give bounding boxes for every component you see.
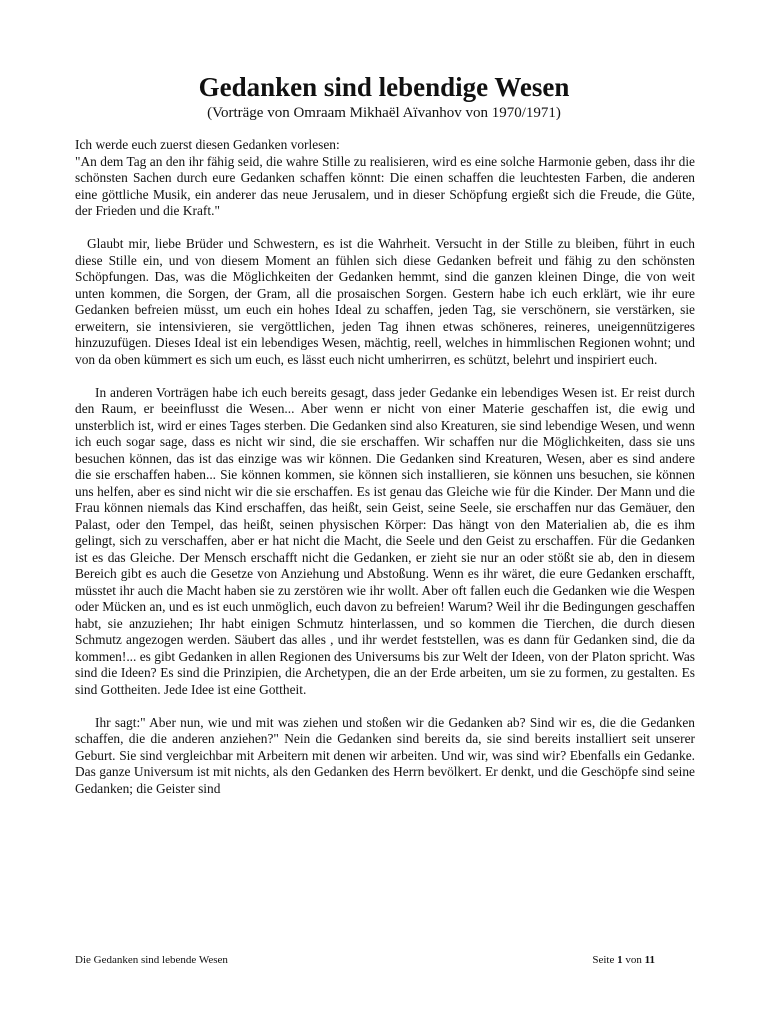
page-number: [592, 953, 655, 967]
paragraph-intro: Ich werde euch zuerst diesen Gedanken vorlesen: "An dem Tag an den ihr fähig seid, die wahre Stille zu realisieren, wird es eine solche Harmonie geben, dass ihr die schönsten Sachen durch eure Gedanken schaffen könnt: Die einen schaffen die leuchtesten Farben, die anderen eine göttliche Musik, ein anderer das neue Jerusalem, und in dieser Schöpfung ergießt sich die Freude, die Güte, der Frieden und die Kraft.": [75, 137, 695, 218]
document-body: [75, 137, 695, 814]
footer-title: Die Gedanken sind lebende Wesen: [75, 954, 228, 966]
document-title: Gedanken sind lebendige Wesen: [198, 72, 570, 102]
page-total: 11: [644, 954, 655, 966]
paragraph-3: In anderen Vorträgen habe ich euch bereits gesagt, dass jeder Gedanke ein lebendiges Wesen ist. Er reist durch den Raum, er beeinflusst die Wesen... Aber wenn er nicht von einer Materie geschaffen ist, die ewig und unsterblich ist, wird er eines Tages sterben. Die Gedanken sind also Kreaturen, sie sind lebendige Wesen, und wenn ich euch sogar sage, dass es nicht wir sind, die sie erschaffen. Wir schaffen nur die Möglichkeiten, dass sie uns besuchen können, das ist das einzige was wir können. Die Gedanken sind Kreaturen, Wesen, aber es sind andere die sie erschaffen haben... Sie können kommen, sie können sich installieren, sie können uns besuchen, sie können uns helfen, aber es sind nicht wir die sie erschaffen. Es ist genau das Gleiche wie für die Kinder. Der Mann und die Frau können niemals das Kind erschaffen, das heißt, sein Geist, seine Seele, sie erschaffen nur das Gemäuer, den Palast, oder den Tempel, das heißt, seinen physischen Körper: Das hängt von den Materialien ab, die es ihm gelingt, sich zu verschaffen, aber er hat nicht die Macht, die Seele und den Geist zu erschaffen. Für die Gedanken ist es das Gleiche. Der Mensch erschafft nicht die Gedanken, er zieht sie nur an oder stößt sie ab, den in diesem Bereich gibt es auch die Gesetze von Anziehung und Abstoßung. Wenn es ihr wäret, die eure Gedanken erschafft, müsstet ihr auch die Macht haben sie zu zerstören wie ihr wollt. Aber oft fallen euch die Gedanken wie die Wespen oder Mücken an, und es ist euch unmöglich, euch davon zu befreien! Warum? Weil ihr die Bedingungen geschaffen habt, sie anzuziehen; Ihr habt einigen Schmutz hinterlassen, und so kommen die Tierchen, die durch diesen Schmutz angezogen werden. Säubert das alles , und ihr werdet feststellen, was es dann für Gedanken sind, die da kommen!... es gibt Gedanken in allen Regionen des Universums bis zur Welt der Ideen, von der Platon spricht. Was sind die Ideen? Es sind die Prinzipien, die Archetypen, die an der Erde arbeiten, um sie zu formen, zu gestalten. Es sind Gottheiten. Jede Idee ist eine Gottheit.: [75, 384, 695, 697]
page-current: 1: [617, 954, 623, 966]
page-prefix: Seite: [592, 954, 615, 966]
page-sep: von: [625, 954, 642, 966]
paragraph-2: Glaubt mir, liebe Brüder und Schwestern, es ist die Wahrheit. Versucht in der Stille zu bleiben, führt in euch diese Stille ein, und von diesem Moment an fühlen sich diese Gedanken befreit und fähig zu den schönsten Schöpfungen. Das, was die Möglichkeiten der Gedanken hemmt, sind die ganzen kleinen Dinge, die von weit unten kommen, die Sorgen, der Gram, all die prosaischen Sorgen. Gestern habe ich euch erklärt, wie ihr eure Gedanken befreien müsst, um euch ein hohes Ideal zu schaffen, jeden Tag, sie verschönern, sie verstärken, sie erweitern, sie intensivieren, sie vergöttlichen, jeden Tag ihnen etwas schöneres, reineres, uneigennützigeres hinzuzufügen. Dieses Ideal ist ein lebendiges Wesen, mächtig, reell, welches in himmlischen Regionen wohnt; und von da oben kümmert es sich um euch, es lässt euch nicht umherirren, es schützt, belehrt und inspiriert euch.: [75, 236, 695, 367]
paragraph-4: Ihr sagt:" Aber nun, wie und mit was ziehen und stoßen wir die Gedanken ab? Sind wir es, die die Gedanken schaffen, die die anderen anziehen?" Nein die Gedanken sind bereits da, sie sind bereits installiert seit unserer Geburt. Sie sind vergleichbar mit Arbeitern mit denen wir arbeiten. Und wir, was sind wir? Ebenfalls ein Gedanke. Das ganze Universum ist mit nichts, als den Gedanken des Herrn bevölkert. Er denkt, und die Geschöpfe sind seine Gedanken; die Geister sind: [75, 714, 695, 796]
document-subtitle: (Vorträge von Omraam Mikhaël Aïvanhov von 1970/1971): [207, 105, 561, 121]
